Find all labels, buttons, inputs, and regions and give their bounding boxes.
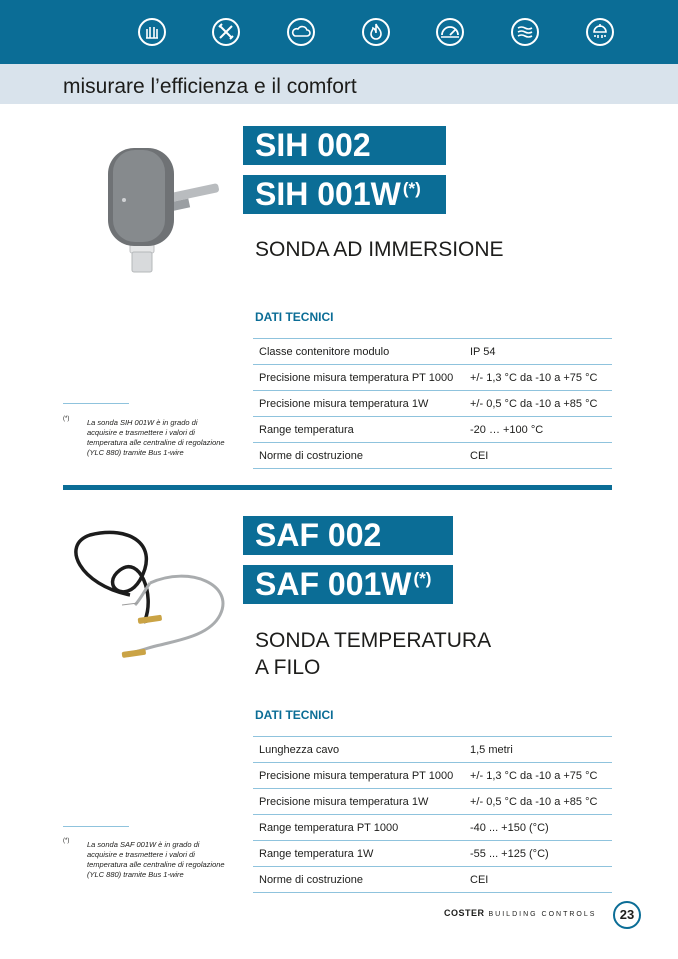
spec-label: Precisione misura temperatura PT 1000 xyxy=(253,365,462,391)
footnote-rule xyxy=(63,826,129,827)
table-row xyxy=(253,391,612,417)
table-row xyxy=(253,815,612,841)
footnote-text: La sonda SIH 001W è in grado di acquisire e trasmettere i valori di temperatura alle centraline di regolazione (YLC 880) tramite Bus 1-wire xyxy=(87,418,225,457)
spec-value: CEI xyxy=(462,443,612,469)
header-bar xyxy=(0,0,678,64)
spec-label: Range temperatura 1W xyxy=(253,841,462,867)
immersion-probe-image xyxy=(100,140,230,280)
spec-label: Precisione misura temperatura 1W xyxy=(253,789,462,815)
table-row xyxy=(253,789,612,815)
table-row xyxy=(253,737,612,763)
asterisk-note: (*) xyxy=(413,569,432,588)
spec-value: 1,5 metri xyxy=(462,737,612,763)
radiator-icon xyxy=(137,17,167,47)
model-code-text: SAF 002 xyxy=(255,517,382,553)
spec-label: Lunghezza cavo xyxy=(253,737,462,763)
spec-label: Precisione misura temperatura PT 1000 xyxy=(253,763,462,789)
spec-value: +/- 0,5 °C da -10 a +85 °C xyxy=(462,789,612,815)
page-number: 23 xyxy=(613,901,641,929)
footnote-mark: (*) xyxy=(63,838,70,844)
spec-table-sih xyxy=(253,338,612,469)
asterisk-note: (*) xyxy=(402,179,421,198)
brand-name: COSTER xyxy=(444,908,485,918)
spec-value: CEI xyxy=(462,867,612,893)
table-row xyxy=(253,443,612,469)
table-row xyxy=(253,417,612,443)
spec-label: Range temperatura xyxy=(253,417,462,443)
model-code-text: SAF 001W xyxy=(255,566,412,602)
page-subtitle: misurare l’efficienza e il comfort xyxy=(63,75,357,98)
product-name-line: SONDA TEMPERATURA xyxy=(255,629,492,652)
table-row xyxy=(253,339,612,365)
product-name-line: A FILO xyxy=(255,656,321,679)
product-name xyxy=(255,236,504,263)
footer-brand xyxy=(444,908,596,918)
section-title-dati-tecnici: DATI TECNICI xyxy=(255,708,334,722)
brand-tagline: BUILDING CONTROLS xyxy=(488,911,597,918)
cloud-icon xyxy=(286,17,316,47)
spec-label: Norme di costruzione xyxy=(253,443,462,469)
spec-value: +/- 1,3 °C da -10 a +75 °C xyxy=(462,365,612,391)
spec-value: -55 ... +125 (°C) xyxy=(462,841,612,867)
section-title-dati-tecnici: DATI TECNICI xyxy=(255,310,334,324)
product-name xyxy=(255,627,491,681)
model-code-text: SIH 001W xyxy=(255,176,401,212)
footnote-rule xyxy=(63,403,129,404)
footnote-mark: (*) xyxy=(63,416,70,422)
spec-label: Classe contenitore modulo xyxy=(253,339,462,365)
table-row xyxy=(253,763,612,789)
spec-value: +/- 0,5 °C da -10 a +85 °C xyxy=(462,391,612,417)
spec-label: Range temperatura PT 1000 xyxy=(253,815,462,841)
model-code-saf-002 xyxy=(243,516,453,555)
spec-value: IP 54 xyxy=(462,339,612,365)
cable-probe-image xyxy=(60,525,235,670)
model-code-sih-001w xyxy=(243,175,446,214)
model-code-sih-002 xyxy=(243,126,446,165)
model-code-saf-001w xyxy=(243,565,453,604)
flame-icon xyxy=(361,17,391,47)
footnote-text: La sonda SAF 001W è in grado di acquisire e trasmettere i valori di temperatura alle centraline di regolazione (YLC 880) tramite Bus 1-wire xyxy=(87,840,225,879)
model-code-text: SIH 002 xyxy=(255,127,371,163)
shower-icon xyxy=(585,17,615,47)
tools-icon xyxy=(211,17,241,47)
section-divider xyxy=(63,485,612,490)
spec-table-saf xyxy=(253,736,612,893)
product-name-line: SONDA AD IMMERSIONE xyxy=(255,238,504,261)
category-icons xyxy=(137,17,615,49)
spec-value: +/- 1,3 °C da -10 a +75 °C xyxy=(462,763,612,789)
table-row xyxy=(253,841,612,867)
spec-label: Norme di costruzione xyxy=(253,867,462,893)
spec-value: -20 … +100 °C xyxy=(462,417,612,443)
spec-label: Precisione misura temperatura 1W xyxy=(253,391,462,417)
gauge-icon xyxy=(435,17,465,47)
water-waves-icon xyxy=(510,17,540,47)
table-row xyxy=(253,365,612,391)
spec-value: -40 ... +150 (°C) xyxy=(462,815,612,841)
table-row xyxy=(253,867,612,893)
